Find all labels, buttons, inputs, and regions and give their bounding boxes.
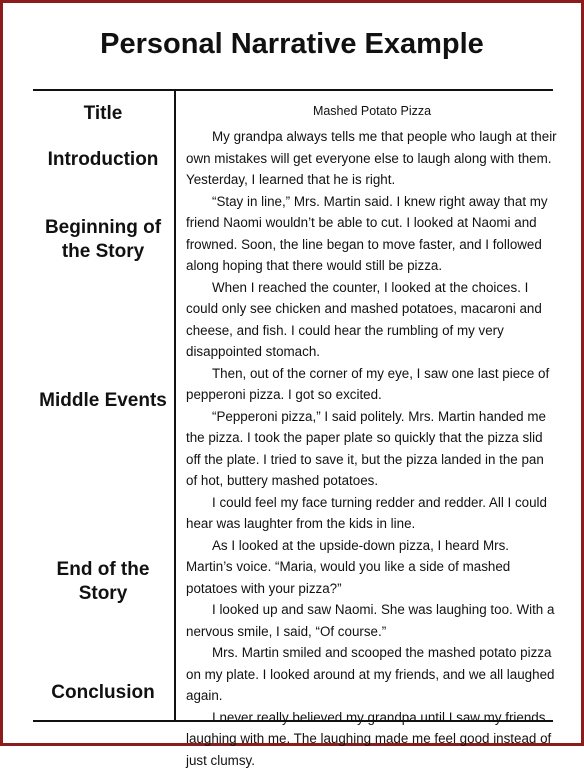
column-divider [174,90,176,721]
label-title: Title [33,102,173,126]
story-paragraph: “Pepperoni pizza,” I said politely. Mrs. Martin handed me the pizza. I took the paper plate so quickly that the pizza slid off the plate. I tried to save it, but the pizza landed in the pan of hot, buttery mashed potatoes. [186,406,558,492]
story-body [186,126,558,771]
story-paragraph: As I looked at the upside-down pizza, I heard Mrs. Martin’s voice. “Maria, would you like a side of mashed potatoes with your pizza?” [186,535,558,600]
label-conclusion: Conclusion [33,681,173,705]
story-title: Mashed Potato Pizza [186,104,558,118]
label-middle-events: Middle Events [33,389,173,413]
story-paragraph: Mrs. Martin smiled and scooped the mashed potato pizza on my plate. I looked around at my friends, and we all laughed again. [186,642,558,707]
story-paragraph: I could feel my face turning redder and redder. All I could hear was laughter from the kids in line. [186,492,558,535]
story-paragraph: “Stay in line,” Mrs. Martin said. I knew right away that my friend Naomi wouldn’t be able to cut. I looked at Naomi and frowned. Soon, the line began to move faster, and I followed along hoping that there would still be pizza. [186,191,558,277]
label-beginning: Beginning of the Story [33,216,173,264]
story-paragraph: I never really believed my grandpa until I saw my friends laughing with me. The laughing made me feel good instead of just clumsy. [186,707,558,771]
label-introduction: Introduction [33,148,173,172]
story-paragraph: When I reached the counter, I looked at the choices. I could only see chicken and mashed potatoes, macaroni and cheese, and fish. I could hear the rumbling of my very disappointed stomach. [186,277,558,363]
page-title: Personal Narrative Example [0,28,584,61]
story-paragraph: I looked up and saw Naomi. She was laughing too. With a nervous smile, I said, “Of course.” [186,599,558,642]
story-paragraph: Then, out of the corner of my eye, I saw one last piece of pepperoni pizza. I got so excited. [186,363,558,406]
label-end-of-story: End of the Story [33,558,173,606]
story-paragraph: My grandpa always tells me that people who laugh at their own mistakes will get everyone else to laugh along with them. Yesterday, I learned that he is right. [186,126,558,191]
top-rule [33,89,553,91]
